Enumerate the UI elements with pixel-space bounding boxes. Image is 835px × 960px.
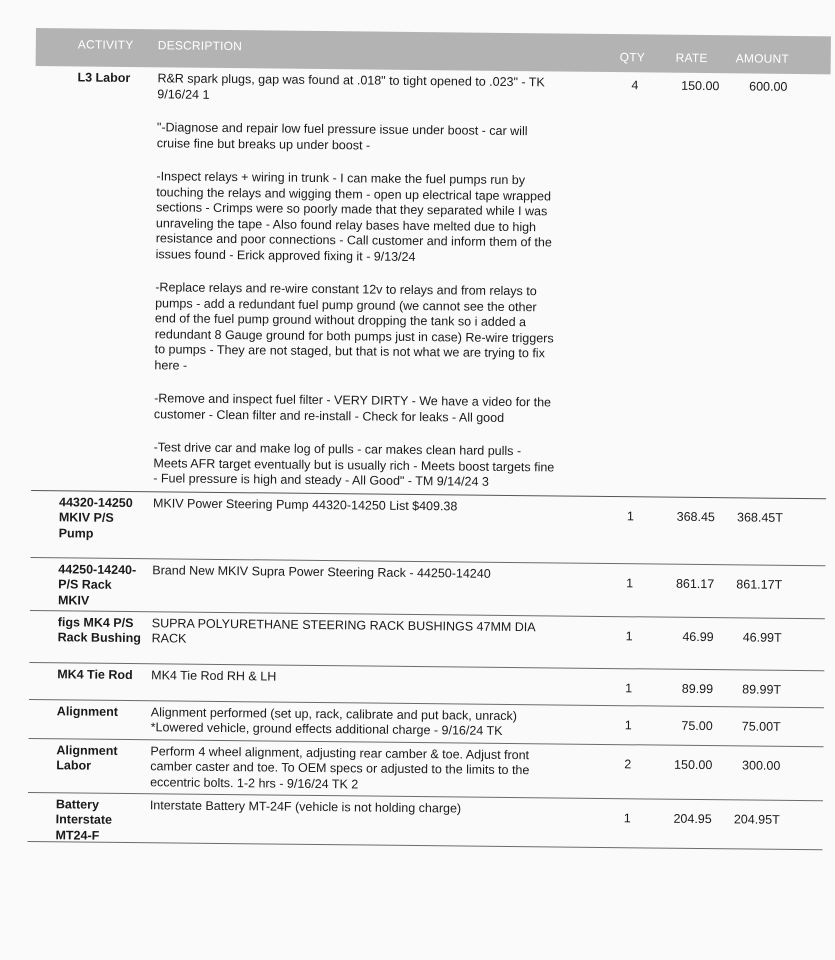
row-activity: Alignment Labor — [56, 742, 118, 773]
row-description — [150, 740, 556, 799]
row-qty: 1 — [626, 575, 634, 590]
table-row — [29, 610, 825, 670]
row-qty: 4 — [631, 78, 639, 93]
table-row — [30, 557, 826, 618]
row-amount: 204.95T — [733, 811, 780, 827]
row-rate: 861.17 — [675, 576, 715, 591]
row-qty: 1 — [624, 717, 632, 732]
row-description — [151, 664, 556, 692]
row-description — [153, 67, 562, 495]
table-row — [30, 490, 826, 565]
row-activity: 44320-14250 MKIV P/S Pump — [58, 494, 133, 541]
row-activity: MK4 Tie Rod — [57, 666, 133, 682]
description-line: -Inspect relays + wiring in trunk - I can make the fuel pumps run by touching the relays and wigging them - open up electrical tape wrapped sections - Crimps were so poorly made that they separated while I was unraveling the tape - Also found relay bases have melted due to high resistance and poor connections - Call customer and inform them of the issues found - Erick approved fixing it - 9/13/24 — [155, 169, 552, 264]
row-activity: figs MK4 P/S Rack Bushing — [57, 614, 142, 646]
description-line: -Test drive car and make log of pulls - car makes clean hard pulls - Meets AFR target eventually but is usually rich - Meets boost targets fine - Fuel pressure is high and steady - All Good" - TM 9/14/24 3 — [153, 440, 555, 489]
header-rate: RATE — [675, 50, 708, 66]
row-amount: 46.99T — [742, 629, 782, 645]
row-rate: 204.95 — [673, 811, 712, 826]
row-amount: 89.99T — [742, 681, 782, 697]
header-amount: AMOUNT — [735, 51, 789, 66]
description-line: MKIV Power Steering Pump 44320-14250 List $409.38 — [152, 495, 458, 513]
row-qty: 1 — [623, 810, 631, 825]
row-rate: 368.45 — [676, 509, 715, 524]
description-line: Perform 4 wheel alignment, adjusting rear camber & toe. Adjust front camber caster and toe. To OEM specs or adjusted to the limits to the eccentric bolts. 1-2 hrs - 9/16/24 TK 2 — [150, 743, 530, 791]
description-line: MK4 Tie Rod RH & LH — [151, 667, 277, 684]
row-qty: 1 — [626, 508, 634, 523]
header-qty: QTY — [619, 50, 646, 65]
row-amount: 300.00 — [742, 757, 781, 773]
table-row — [28, 738, 824, 800]
description-line: R&R spark plugs, gap was found at .018" to tight opened to .023" - TK 9/16/24 1 — [157, 71, 545, 102]
row-qty: 1 — [625, 680, 633, 695]
description-line: -Remove and inspect fuel filter - VERY DIRTY - We have a video for the customer - Clean filter and re-install - Check for leaks - All good — [153, 391, 552, 425]
row-qty: 1 — [625, 628, 633, 643]
row-activity: Battery Interstate MT24-F — [55, 796, 113, 843]
table-row — [31, 66, 830, 499]
description-line: Interstate Battery MT-24F (vehicle is not holding charge) — [149, 797, 462, 815]
row-description — [150, 794, 555, 822]
row-description — [151, 612, 556, 655]
row-rate: 46.99 — [682, 629, 714, 644]
description-line: Alignment performed (set up, rack, calibrate and put back, unrack) *Lowered vehicle, ground effects additional charge - 9/16/24 TK — [150, 704, 518, 738]
row-activity: Alignment — [56, 703, 119, 719]
row-amount: 600.00 — [749, 79, 788, 94]
row-amount: 368.45T — [736, 509, 783, 525]
row-rate: 150.00 — [674, 757, 713, 772]
row-activity: 44250-14240-P/S Rack MKIV — [57, 561, 137, 608]
row-rate: 89.99 — [681, 681, 714, 696]
row-activity: L3 Labor — [77, 70, 131, 85]
description-line: SUPRA POLYURETHANE STEERING RACK BUSHINGS 47MM DIA RACK — [151, 615, 536, 646]
row-description — [151, 701, 556, 744]
header-activity: ACTIVITY — [77, 37, 134, 53]
row-description — [152, 559, 557, 587]
row-amount: 75.00T — [741, 718, 781, 734]
row-rate: 75.00 — [681, 718, 713, 733]
description-line: Brand New MKIV Supra Power Steering Rack - 44250-14240 — [152, 562, 491, 581]
table-row — [27, 792, 822, 849]
description-line: "-Diagnose and repair low fuel pressure issue under boost - car will cruise fine but breaks up under boost - — [156, 120, 528, 153]
row-rate: 150.00 — [681, 78, 720, 94]
row-description — [153, 492, 558, 520]
invoice-sheet — [27, 28, 830, 850]
row-amount: 861.17T — [736, 576, 783, 592]
header-description: DESCRIPTION — [157, 38, 243, 54]
description-line: -Replace relays and re-wire constant 12v to relays and from relays to pumps - add a redundant fuel pump ground (we cannot see the other end of the fuel pump ground without dropping the tank so i added a redundant 8 Gauge ground for both pumps just in case) Re-wire triggers to pumps - They are not staged, but that is not what we are trying to fix here - — [154, 280, 554, 373]
row-qty: 2 — [624, 756, 632, 771]
